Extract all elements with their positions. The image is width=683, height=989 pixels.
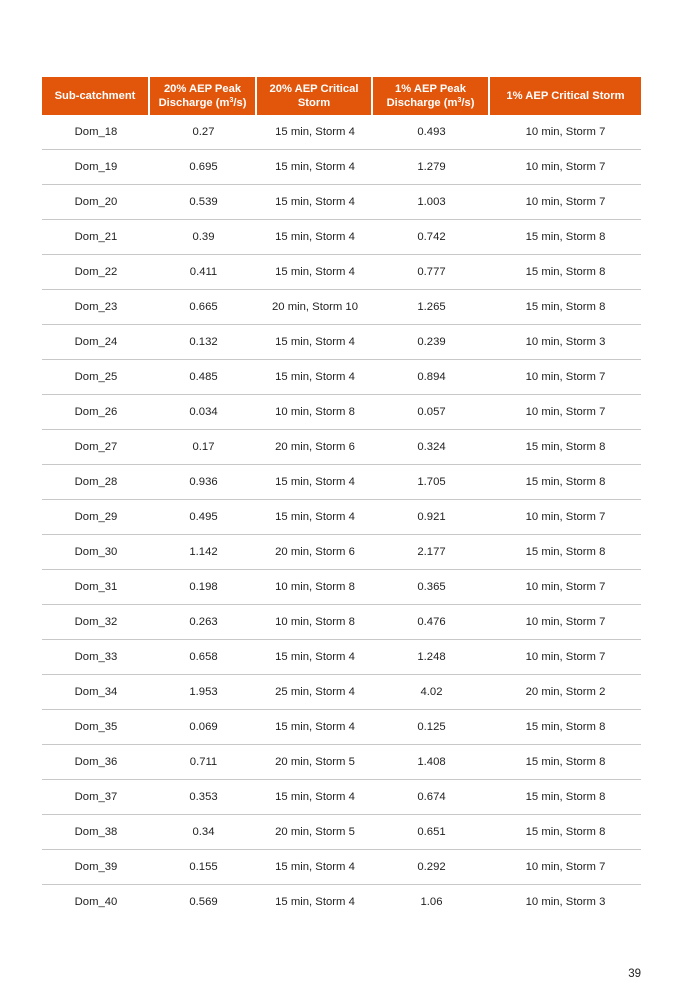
table-row [42, 850, 641, 885]
table-row [42, 535, 641, 570]
header-sub-catchment: Sub-catchment [42, 77, 150, 115]
aep1-storm-cell: 10 min, Storm 7 [490, 395, 641, 430]
aep20-storm-cell: 20 min, Storm 5 [257, 745, 373, 780]
aep20-peak-cell: 0.034 [150, 395, 257, 430]
table-row [42, 745, 641, 780]
aep1-peak-cell: 0.777 [373, 255, 490, 290]
aep20-peak-cell: 0.34 [150, 815, 257, 850]
aep1-storm-cell: 15 min, Storm 8 [490, 430, 641, 465]
sub-catchment-cell: Dom_32 [42, 605, 150, 640]
sub-catchment-cell: Dom_28 [42, 465, 150, 500]
aep1-peak-cell: 2.177 [373, 535, 490, 570]
aep20-peak-cell: 0.132 [150, 325, 257, 360]
aep1-peak-cell: 1.248 [373, 640, 490, 675]
aep1-storm-cell: 15 min, Storm 8 [490, 780, 641, 815]
aep1-storm-cell: 10 min, Storm 7 [490, 640, 641, 675]
aep20-peak-cell: 0.069 [150, 710, 257, 745]
aep20-storm-cell: 15 min, Storm 4 [257, 465, 373, 500]
aep20-storm-cell: 20 min, Storm 6 [257, 535, 373, 570]
sub-catchment-cell: Dom_18 [42, 115, 150, 150]
aep1-storm-cell: 10 min, Storm 7 [490, 605, 641, 640]
aep20-peak-cell: 0.569 [189, 896, 218, 908]
table-row [42, 675, 641, 710]
aep1-storm-cell: 10 min, Storm 7 [490, 850, 641, 885]
aep20-peak-cell: 0.695 [150, 150, 257, 185]
table-row [42, 430, 641, 465]
aep1-peak-cell: 1.279 [373, 150, 490, 185]
sub-catchment-cell: Dom_27 [42, 430, 150, 465]
sub-catchment-cell: Dom_26 [42, 395, 150, 430]
aep20-storm-cell: 20 min, Storm 5 [257, 815, 373, 850]
aep1-peak-cell: 0.057 [373, 395, 490, 430]
aep20-storm-cell: 15 min, Storm 4 [257, 255, 373, 290]
table-header-row [42, 77, 641, 115]
aep20-storm-cell: 15 min, Storm 4 [257, 220, 373, 255]
header-1pct-aep-critical-storm: 1% AEP Critical Storm [490, 77, 641, 115]
table-row [42, 710, 641, 745]
aep20-peak-cell: 0.353 [150, 780, 257, 815]
sub-catchment-cell: Dom_25 [42, 360, 150, 395]
aep20-storm-cell: 20 min, Storm 6 [257, 430, 373, 465]
aep1-storm-cell: 10 min, Storm 3 [490, 325, 641, 360]
aep1-storm-cell: 20 min, Storm 2 [490, 675, 641, 710]
aep1-peak-cell: 0.921 [373, 500, 490, 535]
peak-discharge-table [42, 77, 641, 919]
aep1-peak-cell: 0.292 [373, 850, 490, 885]
table-row [42, 185, 641, 220]
sub-catchment-cell: Dom_38 [42, 815, 150, 850]
sub-catchment-cell: Dom_22 [42, 255, 150, 290]
aep1-storm-cell: 15 min, Storm 8 [490, 710, 641, 745]
table-row [42, 395, 641, 430]
aep20-storm-cell: 15 min, Storm 4 [257, 780, 373, 815]
table-row [42, 360, 641, 395]
sub-catchment-cell: Dom_40 [74, 896, 118, 908]
sub-catchment-cell: Dom_37 [42, 780, 150, 815]
aep1-storm-cell: 15 min, Storm 8 [490, 290, 641, 325]
aep20-storm-cell: 10 min, Storm 8 [257, 570, 373, 605]
table-row [42, 605, 641, 640]
aep1-peak-cell: 1.408 [373, 745, 490, 780]
aep1-peak-cell: 1.265 [373, 290, 490, 325]
aep1-peak-cell: 0.742 [373, 220, 490, 255]
aep20-peak-cell: 0.198 [150, 570, 257, 605]
aep20-storm-cell: 15 min, Storm 4 [257, 640, 373, 675]
aep20-storm-cell: 15 min, Storm 4 [257, 500, 373, 535]
sub-catchment-cell: Dom_29 [42, 500, 150, 535]
aep20-peak-cell: 0.263 [150, 605, 257, 640]
sub-catchment-cell: Dom_23 [42, 290, 150, 325]
aep1-storm-cell: 10 min, Storm 7 [490, 570, 641, 605]
aep20-storm-cell: 15 min, Storm 4 [257, 360, 373, 395]
aep20-peak-cell: 0.665 [150, 290, 257, 325]
aep1-peak-cell: 0.894 [373, 360, 490, 395]
aep20-storm-cell: 20 min, Storm 10 [257, 290, 373, 325]
aep20-peak-cell: 0.27 [150, 115, 257, 150]
sub-catchment-cell: Dom_21 [42, 220, 150, 255]
aep20-storm-cell: 10 min, Storm 8 [257, 605, 373, 640]
aep20-peak-cell: 0.155 [150, 850, 257, 885]
aep20-peak-cell: 1.142 [150, 535, 257, 570]
aep1-storm-cell: 15 min, Storm 8 [490, 535, 641, 570]
table-row [42, 465, 641, 500]
aep1-peak-cell: 0.493 [373, 115, 490, 150]
aep1-peak-cell: 1.06 [420, 896, 443, 908]
aep1-storm-cell: 10 min, Storm 7 [490, 360, 641, 395]
aep20-peak-cell: 0.658 [150, 640, 257, 675]
table-row [42, 570, 641, 605]
aep20-peak-cell: 0.495 [150, 500, 257, 535]
aep1-storm-cell: 10 min, Storm 7 [490, 185, 641, 220]
aep1-peak-cell: 1.705 [373, 465, 490, 500]
header-20pct-aep-critical-storm: 20% AEP Critical Storm [257, 77, 373, 115]
table-row [42, 885, 641, 919]
aep1-peak-cell: 0.365 [373, 570, 490, 605]
aep1-peak-cell: 0.324 [373, 430, 490, 465]
aep20-storm-cell: 15 min, Storm 4 [275, 896, 355, 908]
table-row [42, 780, 641, 815]
aep1-storm-cell: 15 min, Storm 8 [490, 465, 641, 500]
aep20-peak-cell: 0.411 [150, 255, 257, 290]
aep20-peak-cell: 0.711 [150, 745, 257, 780]
aep1-peak-cell: 0.239 [373, 325, 490, 360]
sub-catchment-cell: Dom_31 [42, 570, 150, 605]
aep1-storm-cell: 15 min, Storm 8 [490, 815, 641, 850]
sub-catchment-cell: Dom_24 [42, 325, 150, 360]
aep20-peak-cell: 0.39 [150, 220, 257, 255]
aep20-storm-cell: 10 min, Storm 8 [257, 395, 373, 430]
aep1-storm-cell: 10 min, Storm 7 [490, 150, 641, 185]
aep20-peak-cell: 0.17 [150, 430, 257, 465]
aep20-storm-cell: 15 min, Storm 4 [257, 150, 373, 185]
table-row [42, 325, 641, 360]
table-row [42, 150, 641, 185]
aep1-peak-cell: 0.476 [373, 605, 490, 640]
header-1pct-aep-peak-discharge: 1% AEP Peak Discharge $(m^3/s)$ [373, 77, 490, 115]
aep20-peak-cell: 0.539 [150, 185, 257, 220]
aep20-storm-cell: 15 min, Storm 4 [257, 710, 373, 745]
aep1-storm-cell: 15 min, Storm 8 [490, 255, 641, 290]
aep20-storm-cell: 25 min, Storm 4 [257, 675, 373, 710]
table-row [42, 115, 641, 150]
aep1-peak-cell: 4.02 [373, 675, 490, 710]
sub-catchment-cell: Dom_30 [42, 535, 150, 570]
page-number: 39 [628, 968, 641, 980]
sub-catchment-cell: Dom_34 [42, 675, 150, 710]
sub-catchment-cell: Dom_36 [42, 745, 150, 780]
header-20pct-aep-peak-discharge: 20% AEP Peak Discharge $(m^3/s)$ [150, 77, 257, 115]
aep20-storm-cell: 15 min, Storm 4 [257, 850, 373, 885]
aep1-storm-cell: 10 min, Storm 3 [525, 896, 606, 908]
table-row [42, 640, 641, 675]
table-row [42, 815, 641, 850]
aep1-peak-cell: 0.674 [373, 780, 490, 815]
table-row [42, 500, 641, 535]
aep20-storm-cell: 15 min, Storm 4 [257, 185, 373, 220]
aep1-peak-cell: 1.003 [373, 185, 490, 220]
aep1-storm-cell: 15 min, Storm 8 [490, 220, 641, 255]
sub-catchment-cell: Dom_19 [42, 150, 150, 185]
aep20-storm-cell: 15 min, Storm 4 [257, 115, 373, 150]
aep1-peak-cell: 0.125 [373, 710, 490, 745]
aep1-storm-cell: 10 min, Storm 7 [490, 500, 641, 535]
sub-catchment-cell: Dom_39 [42, 850, 150, 885]
table-row [42, 220, 641, 255]
aep20-peak-cell: 1.953 [150, 675, 257, 710]
sub-catchment-cell: Dom_35 [42, 710, 150, 745]
aep1-storm-cell: 15 min, Storm 8 [490, 745, 641, 780]
aep20-peak-cell: 0.936 [150, 465, 257, 500]
sub-catchment-cell: Dom_33 [42, 640, 150, 675]
aep1-storm-cell: 10 min, Storm 7 [490, 115, 641, 150]
aep20-peak-cell: 0.485 [150, 360, 257, 395]
aep1-peak-cell: 0.651 [373, 815, 490, 850]
sub-catchment-cell: Dom_20 [42, 185, 150, 220]
aep20-storm-cell: 15 min, Storm 4 [257, 325, 373, 360]
table-row [42, 255, 641, 290]
table-row [42, 290, 641, 325]
